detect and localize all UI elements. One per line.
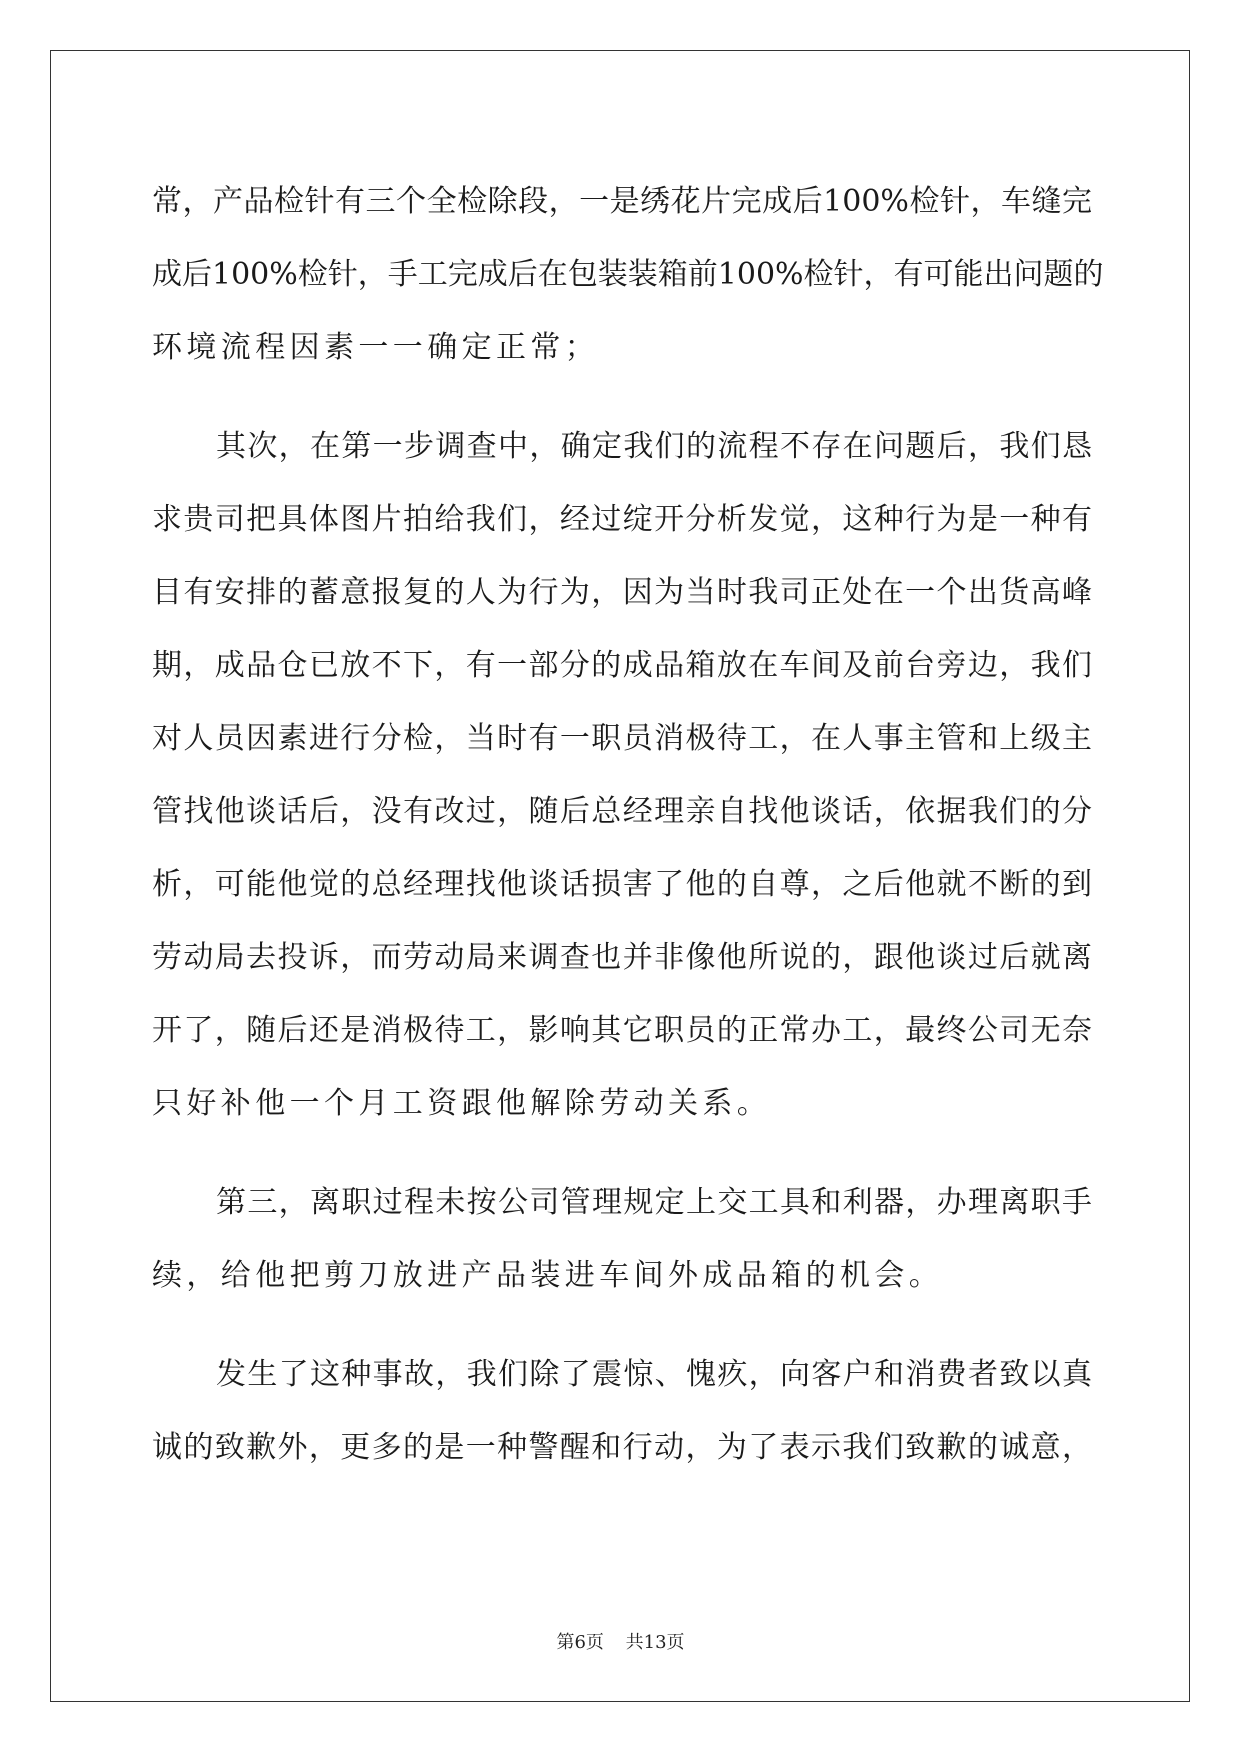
- text-line: 常，产品检针有三个全检除段，一是绣花片完成后100%检针，车缝完: [152, 184, 1092, 219]
- page-footer: [0, 1628, 1241, 1654]
- document-body: [152, 165, 1104, 1484]
- text-line: 劳动局去投诉，而劳动局来调查也并非像他所说的，跟他谈过后就离: [152, 940, 1092, 975]
- text-line: 析，可能他觉的总经理找他谈话损害了他的自尊，之后他就不断的到: [152, 867, 1092, 902]
- text-line: 期，成品仓已放不下，有一部分的成品箱放在车间及前台旁边，我们: [152, 648, 1092, 683]
- text-line: 对人员因素进行分检，当时有一职员消极待工，在人事主管和上级主: [152, 721, 1092, 756]
- text-line: 第三，离职过程未按公司管理规定上交工具和利器，办理离职手: [216, 1185, 1092, 1220]
- text-line: 开了，随后还是消极待工，影响其它职员的正常办工，最终公司无奈: [152, 1013, 1092, 1048]
- text-line: 其次，在第一步调查中，确定我们的流程不存在问题后，我们恳: [216, 429, 1092, 464]
- text-line: 只好补他一个月工资跟他解除劳动关系。: [152, 1086, 772, 1121]
- page-total: 共13页: [625, 1632, 685, 1653]
- text-line: 发生了这种事故，我们除了震惊、愧疚，向客户和消费者致以真: [216, 1357, 1092, 1392]
- paragraph: [152, 165, 1104, 384]
- paragraph: [152, 410, 1092, 1140]
- text-line: 续，给他把剪刀放进产品装进车间外成品箱的机会。: [152, 1258, 944, 1293]
- paragraph: [152, 1338, 1092, 1484]
- text-line: 管找他谈话后，没有改过，随后总经理亲自找他谈话，依据我们的分: [152, 794, 1092, 829]
- text-line: 求贵司把具体图片拍给我们，经过绽开分析发觉，这种行为是一种有: [152, 502, 1092, 537]
- text-line: 环境流程因素一一确定正常；: [152, 330, 600, 365]
- paragraph: [152, 1166, 1092, 1312]
- page-number: 第6页: [556, 1632, 604, 1653]
- text-line: 目有安排的蓄意报复的人为行为，因为当时我司正处在一个出货高峰: [152, 575, 1092, 610]
- text-line: 成后100%检针，手工完成后在包装装箱前100%检针，有可能出问题的: [152, 257, 1104, 292]
- text-line: 诚的致歉外，更多的是一种警醒和行动，为了表示我们致歉的诚意，: [152, 1430, 1092, 1465]
